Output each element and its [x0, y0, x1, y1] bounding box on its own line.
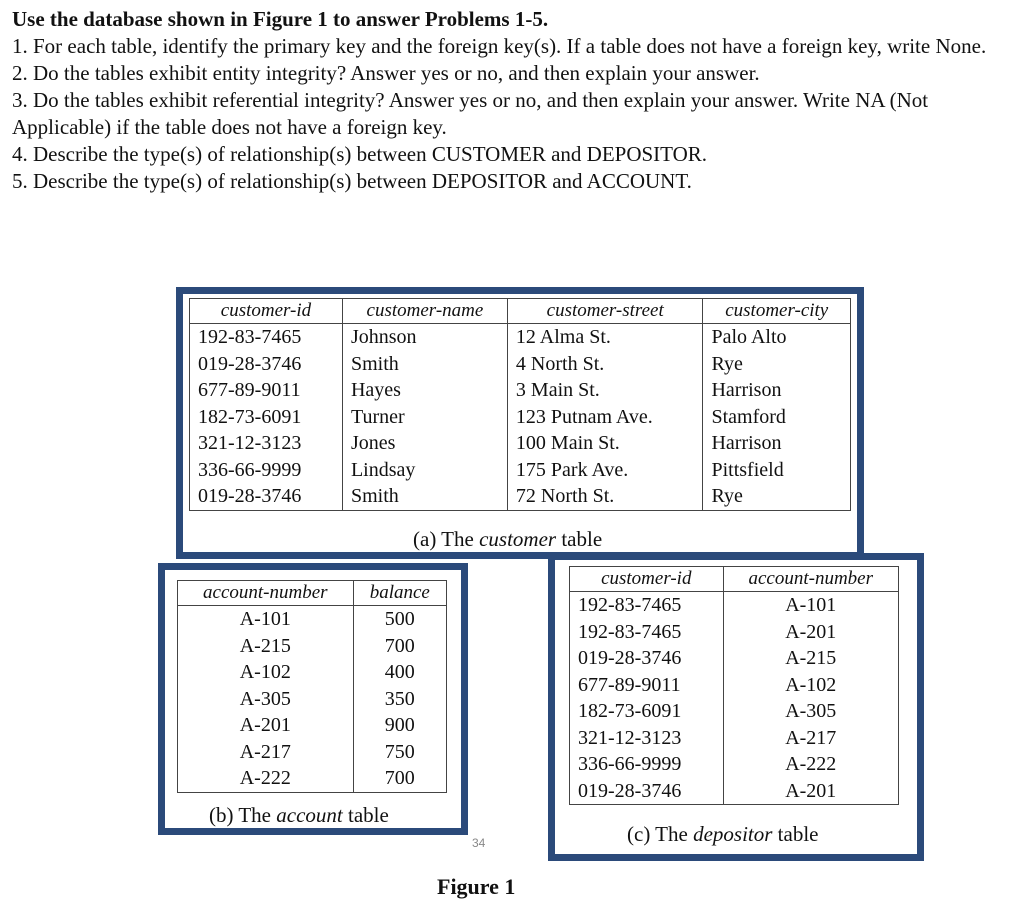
depositor-table [569, 566, 899, 805]
table-row [190, 324, 851, 351]
table-row [570, 778, 899, 805]
table-cell: 336-66-9999 [190, 457, 343, 484]
table-cell: Johnson [342, 324, 507, 351]
table-cell: 182-73-6091 [190, 404, 343, 431]
table-cell: 192-83-7465 [570, 592, 724, 619]
account-table-caption [209, 803, 389, 828]
problem-5: 5. Describe the type(s) of relationship(s) between DEPOSITOR and ACCOUNT. [12, 169, 692, 193]
table-cell: Harrison [711, 432, 782, 454]
caption-prefix: (a) The [413, 527, 480, 551]
table-row [190, 404, 851, 431]
table-row [570, 751, 899, 778]
caption-italic: customer [479, 527, 557, 551]
table-cell: 100 Main St. [507, 430, 703, 457]
table-row [190, 457, 851, 484]
table-cell: A-215 [785, 647, 837, 669]
table-cell: Smith [342, 351, 507, 378]
table-cell: A-201 [178, 712, 354, 739]
figure-label: Figure 1 [437, 874, 516, 899]
table-cell: A-217 [178, 739, 354, 766]
table-cell: 677-89-9011 [190, 377, 343, 404]
customer-table [189, 298, 851, 511]
table-row [570, 698, 899, 725]
table-row [178, 712, 447, 739]
table-row [190, 351, 851, 378]
table-cell: 750 [384, 740, 415, 763]
table-cell: Turner [342, 404, 507, 431]
table-row [178, 606, 447, 633]
table-cell: Hayes [342, 377, 507, 404]
table-cell: 336-66-9999 [570, 751, 724, 778]
table-row [178, 765, 447, 792]
column-header: customer-id [570, 567, 724, 592]
problem-2: 2. Do the tables exhibit entity integrity? Answer yes or no, and then explain your answer. [12, 61, 760, 85]
table-cell: Lindsay [342, 457, 507, 484]
table-row [178, 739, 447, 766]
table-cell: Smith [342, 483, 507, 510]
table-cell: Rye [711, 485, 743, 507]
caption-suffix: table [772, 822, 819, 846]
caption-prefix: (c) The [627, 822, 694, 846]
customer-table-caption [413, 527, 602, 552]
table-cell: 019-28-3746 [570, 645, 724, 672]
table-cell: A-222 [178, 765, 354, 792]
table-cell: Pittsfield [711, 458, 784, 481]
table-cell: A-102 [178, 659, 354, 686]
table-row [190, 377, 851, 404]
table-cell: 019-28-3746 [190, 351, 343, 378]
column-header: customer-street [507, 299, 703, 324]
customer-table-frame [176, 287, 864, 559]
table-cell: A-201 [785, 779, 837, 802]
depositor-table-header-row [570, 567, 899, 592]
table-cell: 72 North St. [507, 483, 703, 510]
column-header: customer-city [703, 299, 851, 324]
table-cell: A-305 [785, 700, 837, 722]
column-header: customer-id [190, 299, 343, 324]
table-cell: Stamford [711, 405, 786, 428]
table-cell: 321-12-3123 [570, 725, 724, 752]
table-cell: 12 Alma St. [507, 324, 703, 351]
caption-prefix: (b) The [209, 803, 277, 827]
table-cell: Rye [711, 352, 743, 375]
problem-1: 1. For each table, identify the primary key and the foreign key(s). If a table does not have a foreign key, write None. [12, 34, 987, 58]
table-cell: 500 [384, 608, 415, 630]
table-row [178, 633, 447, 660]
table-cell: A-101 [178, 606, 354, 633]
table-cell: 900 [384, 714, 415, 736]
account-table-header-row [178, 581, 447, 606]
column-header: balance [353, 581, 446, 606]
table-cell: 019-28-3746 [570, 778, 724, 805]
page-number: 34 [472, 836, 486, 850]
table-cell: 182-73-6091 [570, 698, 724, 725]
column-header: account-number [178, 581, 354, 606]
table-cell: 321-12-3123 [190, 430, 343, 457]
caption-italic: depositor [693, 822, 773, 846]
table-cell: 192-83-7465 [190, 324, 343, 351]
column-header: customer-name [342, 299, 507, 324]
table-cell: 350 [384, 687, 415, 710]
table-cell: 175 Park Ave. [507, 457, 703, 484]
customer-table-header-row [190, 299, 851, 324]
table-cell: A-305 [178, 686, 354, 713]
table-cell: 4 North St. [507, 351, 703, 378]
table-row [570, 592, 899, 619]
table-row [178, 686, 447, 713]
table-row [570, 619, 899, 646]
problem-4: 4. Describe the type(s) of relationship(s) between CUSTOMER and DEPOSITOR. [12, 142, 708, 166]
table-cell: Jones [342, 430, 507, 457]
table-cell: 3 Main St. [507, 377, 703, 404]
table-row [570, 645, 899, 672]
table-cell: A-222 [785, 753, 837, 775]
table-row [570, 725, 899, 752]
table-cell: A-101 [785, 594, 837, 616]
table-cell: 677-89-9011 [570, 672, 724, 699]
table-cell: Palo Alto [711, 326, 787, 348]
table-row [190, 430, 851, 457]
table-cell: 700 [384, 634, 415, 657]
intro-heading: Use the database shown in Figure 1 to answer Problems 1-5. [12, 7, 549, 31]
table-cell: A-217 [785, 726, 837, 749]
problem-3: 3. Do the tables exhibit referential integrity? Answer yes or no, and then explain your answer. Write NA (Not Applicable) if the table does not have a foreign key. [12, 88, 929, 139]
table-cell: A-102 [785, 673, 837, 696]
table-cell: 400 [384, 661, 415, 683]
account-table [177, 580, 447, 793]
table-cell: A-215 [178, 633, 354, 660]
table-row [570, 672, 899, 699]
column-header: account-number [723, 567, 898, 592]
problem-statement [12, 6, 1002, 195]
table-cell: 192-83-7465 [570, 619, 724, 646]
caption-suffix: table [342, 803, 389, 827]
depositor-table-caption [627, 822, 818, 847]
table-cell: 019-28-3746 [190, 483, 343, 510]
table-cell: 700 [384, 767, 415, 789]
table-row [178, 659, 447, 686]
table-cell: Harrison [711, 379, 782, 401]
depositor-table-frame [548, 553, 924, 861]
table-cell: 123 Putnam Ave. [507, 404, 703, 431]
account-table-frame [158, 563, 468, 835]
caption-suffix: table [556, 527, 603, 551]
caption-italic: account [276, 803, 343, 827]
table-row [190, 483, 851, 510]
table-cell: A-201 [785, 620, 837, 643]
